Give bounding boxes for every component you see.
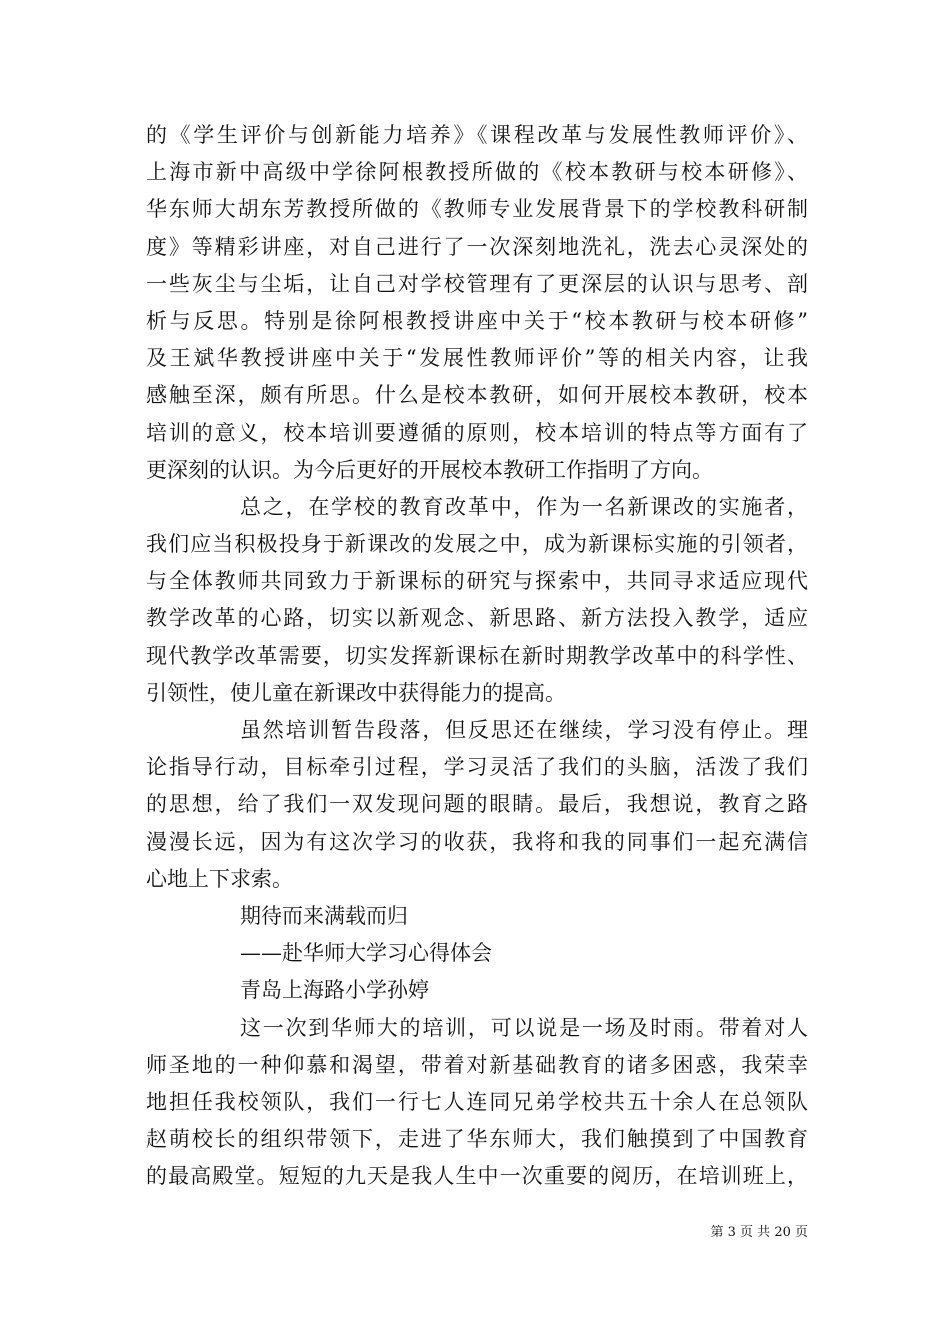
- text-line: 青岛上海路小学孙婷: [240, 978, 429, 1003]
- text-line: 度》等精彩讲座，对自己进行了一次深刻地洗礼，洗去心灵深处的: [146, 234, 808, 259]
- text-line: 上海市新中高级中学徐阿根教授所做的《校本教研与校本研修》、: [146, 160, 808, 185]
- text-line: 总之，在学校的教育改革中，作为一名新课改的实施者，: [240, 494, 808, 519]
- text-line: 及王斌华教授讲座中关于“发展性教师评价”等的相关内容，让我: [146, 346, 808, 371]
- body-text: [146, 117, 808, 1195]
- text-line: 漫漫长远，因为有这次学习的收获，我将和我的同事们一起充满信: [146, 829, 808, 854]
- text-line: 现代教学改革需要，切实发挥新课标在新时期教学改革中的科学性、: [146, 643, 808, 668]
- text-line: 更深刻的认识。为今后更好的开展校本教研工作指明了方向。: [146, 457, 713, 482]
- text-line: ——赴华师大学习心得体会: [240, 941, 492, 966]
- text-line: 培训的意义，校本培训要遵循的原则，校本培训的特点等方面有了: [146, 420, 808, 445]
- text-line: 论指导行动，目标牵引过程，学习灵活了我们的头脑，活泼了我们: [146, 755, 808, 780]
- text-line: 心地上下求索。: [146, 866, 293, 891]
- text-line: 教学改革的心路，切实以新观念、新思路、新方法投入教学，适应: [146, 606, 808, 631]
- text-line: 我们应当积极投身于新课改的发展之中，成为新课标实施的引领者，: [146, 532, 808, 557]
- text-line: 感触至深，颇有所思。什么是校本教研，如何开展校本教研，校本: [146, 383, 808, 408]
- text-line: 期待而来满载而归: [240, 903, 408, 928]
- text-line: 师圣地的一种仰慕和渴望，带着对新基础教育的诸多困惑，我荣幸: [146, 1052, 808, 1077]
- text-line: 地担任我校领队，我们一行七人连同兄弟学校共五十余人在总领队: [146, 1089, 808, 1114]
- text-line: 的最高殿堂。短短的九天是我人生中一次重要的阅历，在培训班上，: [146, 1164, 808, 1189]
- page-number: 第 3 页 共 20 页: [710, 1225, 808, 1240]
- text-line: 华东师大胡东芳教授所做的《教师专业发展背景下的学校教科研制: [146, 197, 808, 222]
- text-line: 赵萌校长的组织带领下，走进了华东师大，我们触摸到了中国教育: [146, 1127, 808, 1152]
- text-line: 的《学生评价与创新能力培养》《课程改革与发展性教师评价》、: [146, 123, 808, 147]
- text-line: 虽然培训暂告段落，但反思还在继续，学习没有停止。理: [240, 718, 808, 742]
- text-line: 引领性，使儿童在新课改中获得能力的提高。: [146, 680, 566, 705]
- text-line: 的思想，给了我们一双发现问题的眼睛。最后，我想说，教育之路: [146, 792, 808, 817]
- text-line: 与全体教师共同致力于新课标的研究与探索中，共同寻求适应现代: [146, 569, 808, 594]
- text-line: 析与反思。特别是徐阿根教授讲座中关于“校本教研与校本研修”: [146, 308, 808, 333]
- text-line: 一些灰尘与尘垢，让自己对学校管理有了更深层的认识与思考、剖: [146, 271, 808, 296]
- text-line: 这一次到华师大的培训，可以说是一场及时雨。带着对人: [240, 1015, 808, 1040]
